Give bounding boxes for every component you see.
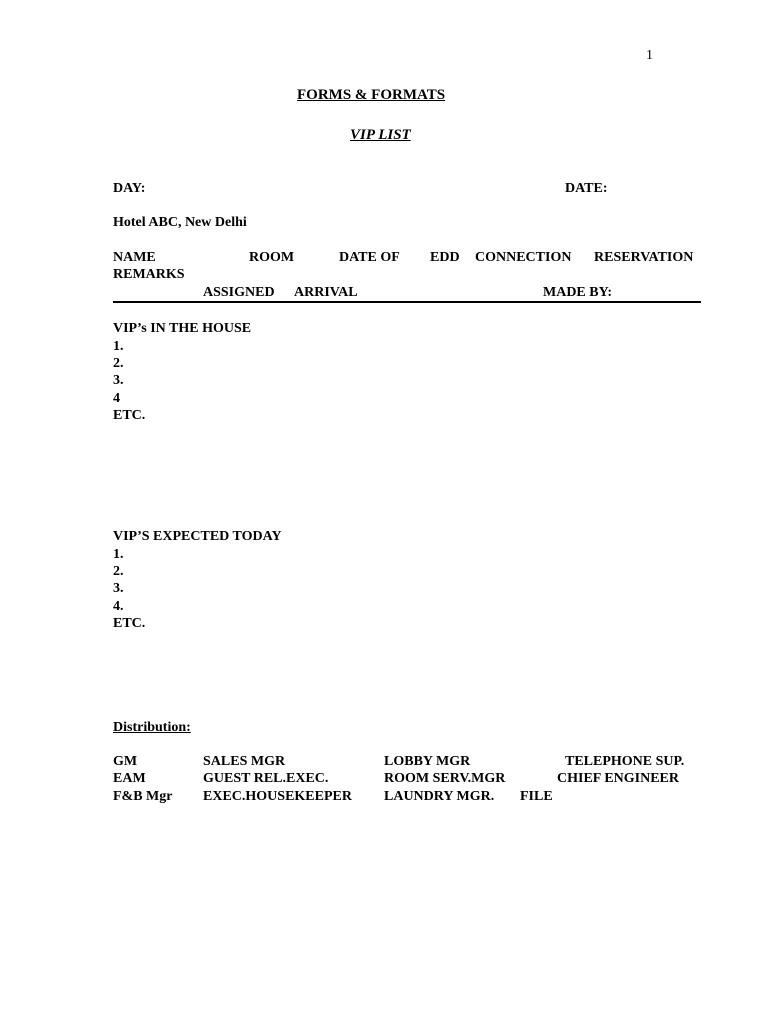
col-remarks: REMARKS [113, 267, 185, 282]
list-item: 4. [113, 599, 124, 614]
distribution-entry: ROOM SERV.MGR [384, 771, 506, 786]
header-divider [113, 301, 701, 303]
list-item: ETC. [113, 408, 146, 423]
col-assigned: ASSIGNED [203, 285, 275, 300]
distribution-label: Distribution: [113, 720, 191, 735]
col-connection: CONNECTION [475, 250, 572, 265]
list-item: 2. [113, 564, 124, 579]
list-item: ETC. [113, 616, 146, 631]
distribution-entry: FILE [520, 789, 553, 804]
distribution-entry: F&B Mgr [113, 789, 173, 804]
page-title: FORMS & FORMATS [297, 87, 446, 103]
distribution-entry: CHIEF ENGINEER [557, 771, 680, 786]
list-item: 3. [113, 581, 124, 596]
expected-title: VIP’S EXPECTED TODAY [113, 529, 282, 544]
distribution-entry: TELEPHONE SUP. [565, 754, 685, 769]
distribution-entry: LAUNDRY MGR. [384, 789, 495, 804]
hotel-name: Hotel ABC, New Delhi [113, 215, 247, 230]
distribution-entry: LOBBY MGR [384, 754, 471, 769]
day-label: DAY: [113, 181, 146, 196]
distribution-entry: SALES MGR [203, 754, 286, 769]
list-item: 4 [113, 391, 120, 406]
page-subtitle: VIP LIST [350, 127, 411, 143]
col-arrival: ARRIVAL [294, 285, 358, 300]
col-name: NAME [113, 250, 156, 265]
distribution-entry: EAM [113, 771, 146, 786]
distribution-entry: GUEST REL.EXEC. [203, 771, 329, 786]
list-item: 3. [113, 373, 124, 388]
col-edd: EDD [430, 250, 460, 265]
list-item: 1. [113, 339, 124, 354]
page-number: 1 [646, 48, 653, 63]
in-house-title: VIP’s IN THE HOUSE [113, 321, 252, 336]
distribution-entry: GM [113, 754, 138, 769]
date-label: DATE: [565, 181, 608, 196]
col-reservation: RESERVATION [594, 250, 694, 265]
distribution-entry: EXEC.HOUSEKEEPER [203, 789, 352, 804]
list-item: 1. [113, 547, 124, 562]
list-item: 2. [113, 356, 124, 371]
col-made-by: MADE BY: [543, 285, 613, 300]
col-room: ROOM [249, 250, 295, 265]
col-date-of: DATE OF [339, 250, 400, 265]
